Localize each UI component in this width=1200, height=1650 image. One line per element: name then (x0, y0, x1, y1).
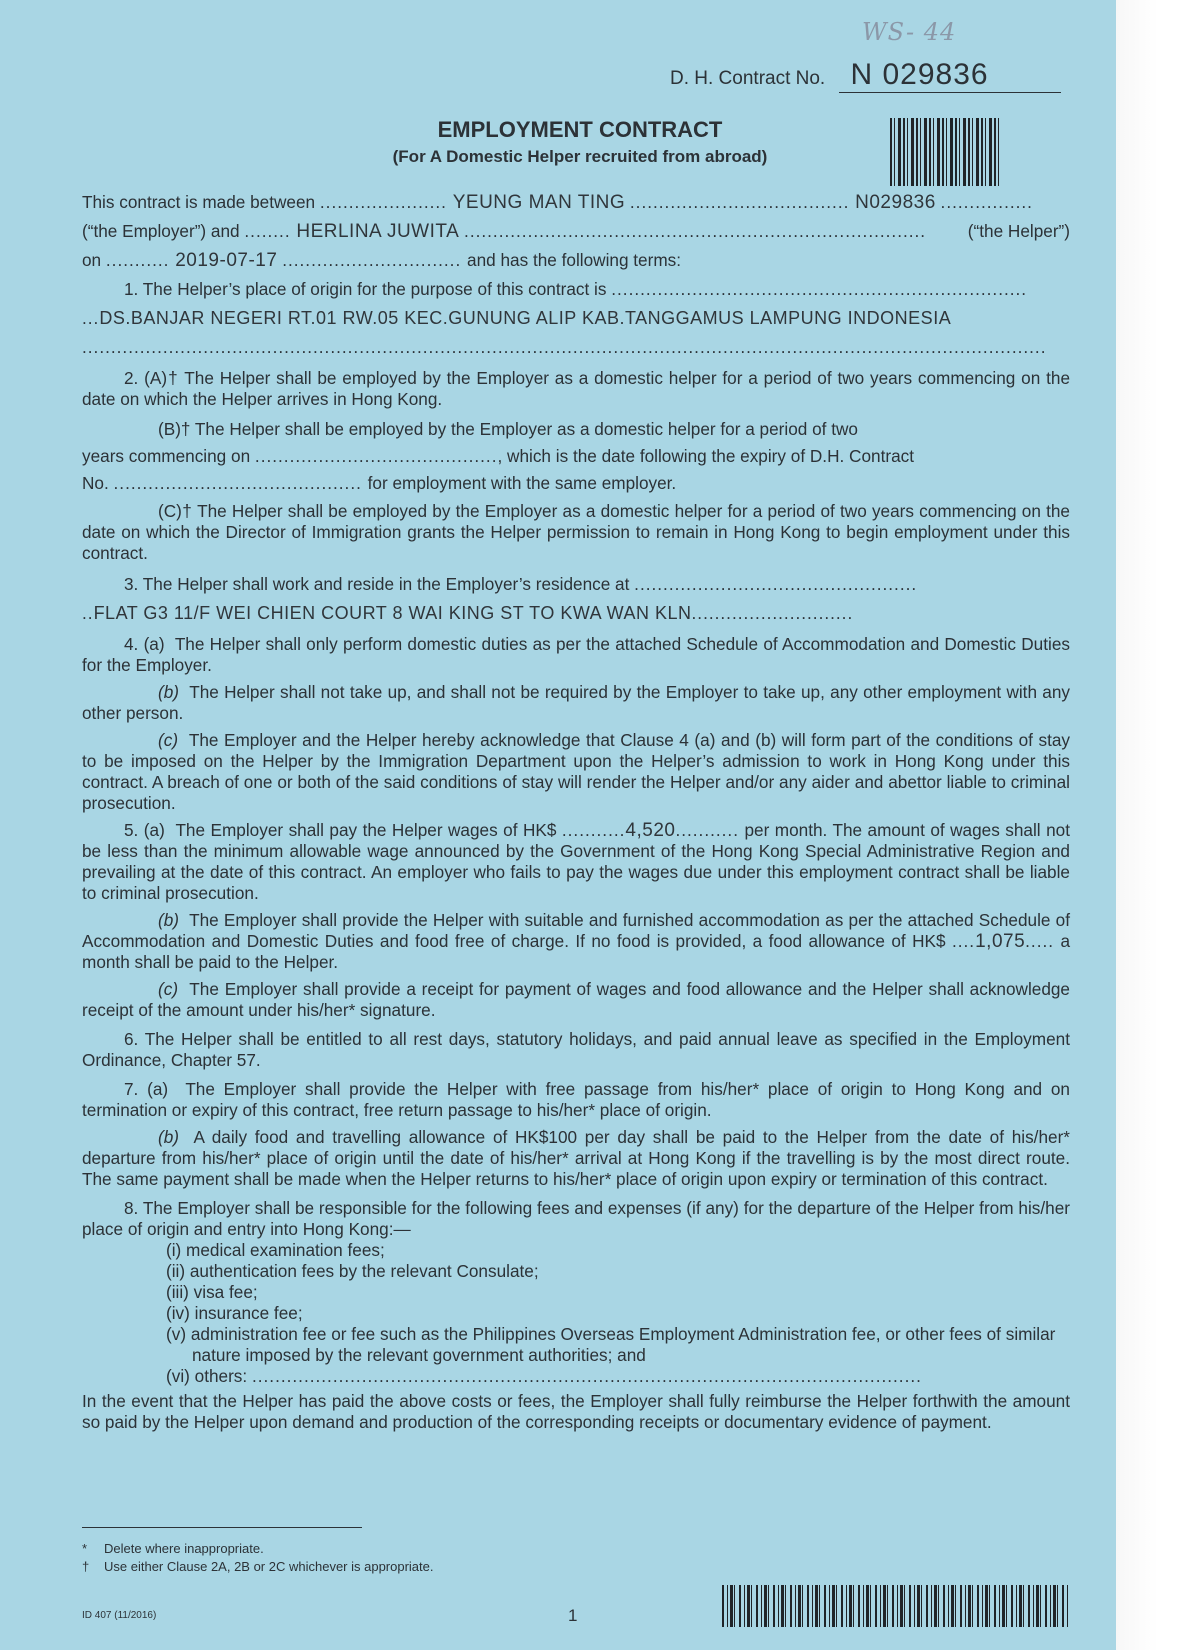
clause-5b: (b) The Employer shall provide the Helper with suitable and furnished accommodation as per the attached Schedule of Accommodation and Domestic Duties and food free of charge. If no food is provided, a food allowance of HK$ ....1,075..... a month shall be paid to the Helper. (82, 910, 1071, 972)
date-prefix: on (82, 250, 102, 270)
food-allowance: 1,075 (975, 931, 1026, 952)
footnote-star (82, 1540, 434, 1558)
clause-4a-text: The Helper shall only perform domestic duties as per the attached Schedule of Accommodation and Domestic Duties for the Employer. (82, 634, 1070, 675)
clause-3: 3. The Helper shall work and reside in the Employer’s residence at ................................................. (124, 574, 918, 594)
clause-1-text: 1. The Helper’s place of origin for the purpose of this contract is (124, 279, 607, 299)
clause-6: 6. The Helper shall be entitled to all rest days, statutory holidays, and paid annual leave as specified in the Employment Ordinance, Chapter 57. (82, 1029, 1070, 1070)
page-edge (1116, 0, 1158, 1650)
clause-2b-same-employer: for employment with the same employer. (367, 473, 677, 493)
document-title-block (320, 117, 840, 167)
footnote-dagger-mark: † (82, 1559, 90, 1574)
clause-7a-text: The Employer shall provide the Helper with free passage from his/her* place of origin to Hong Kong and on termination or expiry of this contract, free return passage to his/her* place of origin. (82, 1079, 1070, 1120)
clause-4b (82, 682, 1070, 724)
clause-2b-line-1 (82, 416, 1070, 443)
terms-intro: and has the following terms: (467, 250, 682, 270)
clause-4c-text: The Employer and the Helper hereby acknowledge that Clause 4 (a) and (b) will form part of the conditions of stay to be imposed on the Helper by the Immigration Department upon the Helper’s admission to work in Hong Kong under this contract. A breach of one or both of the said conditions of stay will render the Helper and/or any aider and abettor liable to criminal prosecution. (82, 730, 1070, 813)
parties-line-2: (“the Employer”) and ........ HERLINA JUWITA ................................................................................ (“the Helper”) (82, 217, 1070, 246)
clause-4c (82, 730, 1070, 814)
clause-7a-number: 7. (a) (124, 1079, 169, 1099)
barcode-bottom (722, 1585, 1070, 1627)
clause-5c-number: (c) (158, 979, 179, 999)
clause-7a (82, 1079, 1070, 1121)
clause-3-text: 3. The Helper shall work and reside in the Employer’s residence at (124, 574, 630, 594)
document-subtitle: (For A Domestic Helper recruited from abroad) (392, 147, 768, 166)
footnotes (82, 1540, 434, 1576)
footnote-rule (82, 1527, 362, 1528)
origin-blank-line: ....................................................................................................................................................................... (82, 337, 1047, 357)
clause-5b-suffix: a month shall be paid to the Helper. (82, 931, 1071, 972)
residence-line: ..FLAT G3 11/F WEI CHIEN COURT 8 WAI KING ST TO KWA WAN KLN............................ (82, 603, 854, 623)
clause-5a-number: 5. (a) (124, 820, 165, 840)
clause-2b-no: No. (82, 473, 109, 493)
form-id: ID 407 (11/2016) (82, 1610, 157, 1621)
fees-list-item: (v) administration fee or fee such as the Philippines Overseas Employment Administration fee, or other fees of similar nature imposed by the relevant government authorities; and (166, 1324, 1056, 1365)
contract-number-label: D. H. Contract No. (670, 68, 826, 89)
clause-5c (82, 979, 1070, 1021)
clause-2b-commencing: years commencing on (82, 446, 251, 466)
parties-line-3: on ........... 2019-07-17 ............................... and has the following terms: (82, 250, 682, 271)
employer-role-label: (“the Employer”) and (82, 221, 240, 241)
fees-list-item: (ii) authentication fees by the relevant Consulate; (166, 1261, 539, 1281)
clause-2a: 2. (A)† The Helper shall be employed by the Employer as a domestic helper for a period of two years commencing on the date on which the Helper arrives in Hong Kong. (82, 368, 1070, 409)
clause-7b (82, 1127, 1070, 1190)
clause-5c-text: The Employer shall provide a receipt for payment of wages and food allowance and the Helper shall acknowledge receipt of the amount under his/her* signature. (82, 979, 1070, 1020)
fees-list-item-others: (vi) others: .................................................................................................................... (166, 1366, 922, 1386)
fees-list-item: (iii) visa fee; (166, 1282, 258, 1302)
clause-5a-prefix: The Employer shall pay the Helper wages of HK$ (175, 820, 557, 840)
barcode-top (890, 118, 1000, 186)
clause-5a-suffix: per month. The amount of wages shall not be less than the minimum allowable wage announced by the Government of the Hong Kong Special Administrative Region and prevailing at the date of this contract. An employer who fails to pay the wages due under this employment contract shall be liable to criminal prosecution. (82, 820, 1070, 903)
contract-date: 2019-07-17 (175, 250, 278, 271)
clause-2c: (C)† The Helper shall be employed by the Employer as a domestic helper for a period of two years commencing on the date on which the Director of Immigration grants the Helper permission to remain in Hong Kong to begin employment under this contract. (82, 501, 1070, 563)
fees-list (166, 1240, 1070, 1387)
residence-address: FLAT G3 11/F WEI CHIEN COURT 8 WAI KING ST TO KWA WAN KLN (93, 603, 692, 623)
barcode-reference: N029836 (855, 192, 936, 213)
origin-line: ...DS.BANJAR NEGERI RT.01 RW.05 KEC.GUNUNG ALIP KAB.TANGGAMUS LAMPUNG INDONESIA (82, 308, 952, 328)
clause-5a: 5. (a) The Employer shall pay the Helper wages of HK$ ...........4,520........... per month. The amount of wages shall not be less than the minimum allowable wage announced by the Government of the Hong Kong Special Administrative Region and prevailing at the date of this contract. An employer who fails to pay the wages due under this employment contract shall be liable to criminal prosecution. (82, 820, 1070, 903)
contract-number-value: N 029836 (839, 58, 1061, 93)
clause-1: 1. The Helper’s place of origin for the purpose of this contract is ........................................................................ (124, 279, 1028, 299)
clause-4a (82, 634, 1070, 676)
fees-list-item: (iv) insurance fee; (166, 1303, 303, 1323)
handwritten-note: WS- 44 (862, 18, 957, 46)
clause-2b-line-2: years commencing on .........................................., which is the date following the expiry of D.H. Contract (82, 446, 914, 466)
parties-prefix: This contract is made between (82, 192, 316, 212)
clause-8: 8. The Employer shall be responsible for the following fees and expenses (if any) for the departure of the Helper from his/her place of origin and entry into Hong Kong:— (82, 1198, 1070, 1239)
document-title: EMPLOYMENT CONTRACT (437, 117, 723, 142)
fees-list-item: (i) medical examination fees; (166, 1240, 385, 1260)
footnote-dagger (82, 1558, 434, 1576)
reimbursement-clause: In the event that the Helper has paid the above costs or fees, the Employer shall fully reimburse the Helper forthwith the amount so paid by the Helper upon demand and production of the corresponding receipts or documentary evidence of payment. (82, 1391, 1070, 1432)
footnote-dagger-text: Use either Clause 2A, 2B or 2C whichever is appropriate. (104, 1559, 434, 1574)
clause-4b-text: The Helper shall not take up, and shall not be required by the Employer to take up, any other employment with any other person. (82, 682, 1070, 723)
fees-others-label: (vi) others: (166, 1366, 248, 1386)
parties-line-1: This contract is made between ...................... YEUNG MAN TING ...................................... N029836 ................ (82, 192, 1033, 213)
footnote-star-text: Delete where inappropriate. (104, 1541, 264, 1556)
employer-name: YEUNG MAN TING (452, 192, 626, 213)
clause-7b-number: (b) (158, 1127, 180, 1147)
page-number: 1 (568, 1606, 578, 1625)
helper-name: HERLINA JUWITA (296, 221, 460, 242)
contract-number (670, 58, 1061, 93)
place-of-origin: DS.BANJAR NEGERI RT.01 RW.05 KEC.GUNUNG ALIP KAB.TANGGAMUS LAMPUNG INDONESIA (99, 308, 952, 328)
clause-5b-prefix: The Employer shall provide the Helper with suitable and furnished accommodation as per the attached Schedule of Accommodation and Domestic Duties and food free of charge. If no food is provided, a food allowance of HK$ (82, 910, 1070, 951)
contract-body (82, 188, 1070, 1439)
clause-2b-line-3: No. ........................................... for employment with the same employer. (82, 473, 677, 493)
clause-5b-number: (b) (158, 910, 180, 930)
clause-2b-expiry: , which is the date following the expiry of D.H. Contract (497, 446, 914, 466)
clause-4b-number: (b) (158, 682, 180, 702)
clause-7b-text: A daily food and travelling allowance of HK$100 per day shall be paid to the Helper from the date of his/her* departure from his/her* place of origin until the date of his/her* arrival at Hong Kong if the travelling is by the most direct route. The same payment shall be made when the Helper returns to his/her* place of origin upon expiry or termination of this contract. (82, 1127, 1070, 1189)
footnote-star-mark: * (82, 1541, 88, 1556)
clause-2b-text: (B)† The Helper shall be employed by the Employer as a domestic helper for a period of two (158, 419, 858, 439)
clause-4a-number: 4. (a) (124, 634, 165, 654)
helper-role-label: (“the Helper”) (967, 221, 1070, 241)
monthly-wage: 4,520 (625, 820, 676, 841)
clause-4c-number: (c) (158, 730, 179, 750)
